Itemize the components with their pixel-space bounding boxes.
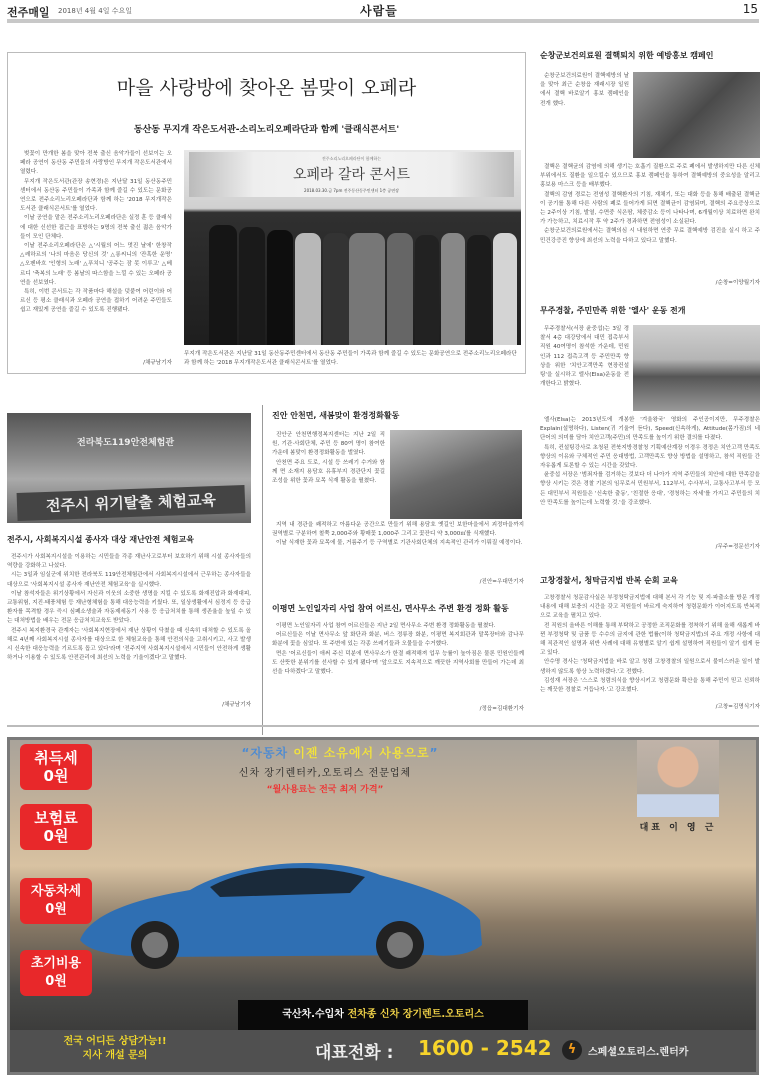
concert-banner — [189, 152, 514, 197]
performer-figure — [441, 233, 465, 345]
publication-date: 2018년 4월 4일 수요일 — [58, 7, 132, 15]
article-body — [540, 594, 760, 695]
article-body — [540, 325, 629, 389]
company-name: 스페셜오토리스.렌터카 — [588, 1047, 689, 1058]
paragraph: 이날 참석자들은 위기상황에서 자신과 이웃의 소중한 생명을 지킬 수 있도록 화재진압과 화재대피, 교통위험, 지진·태풍체험 등 재난형체험을 통해 대응능력을 키웠다. 또, 일상생활에서 심정지 등 응급환자를 목격할 경우 즉시 심폐소생술과 자동제세동기 사용 등 응급처치를 통해 생존율을 높일 수 있는 대처방법을 배우는 전문 응급처치교육도 받았다. — [7, 590, 251, 625]
paragraph: 윤중섭 서장은 '범죄자를 검거하는 것보다 더 나아가 지역 주민들의 치안에 대한 만족감을 향상 시키는 것은 경찰 기본의 임무로서 민원부서, 112부서, 수사부서, 교통사고부서 등 모든 대민부서 직원들은 '신속한 출동', '친절한 응대', '경청하는 자세'를 가지고 주민들의 치안 만족도를 높이는데 노력할 것.'을 강조했다. — [540, 472, 760, 506]
paragraph: 어르신들은 이날 면사무소 앞 화단과 화분, 버스 정류장 화분, 이평면 복지회관과 말목장터와 감나무 화분에 꽃을 심었다. 또 주변에 있는 각종 쓰레기들과 오물들을 수거했다. — [272, 632, 524, 648]
paragraph: 진안군 안천면행정복지센터는 지난 2일 직원, 기관·사회단체, 주민 등 80여 명이 참여한 가운데 봄맞이 환경정화활동을 벌였다. — [272, 432, 385, 457]
photo-caption: 무지개 작은도서관은 지난달 31일 동산동주민센터에서 동산동 주민들이 가족과 함께 즐길 수 있도는 문화공연으로 전주소리노리오페라단과 함께 하는 '2018 무지개작은도서관 클래식콘서트'를 열었다. — [184, 351, 517, 366]
performer-figure — [295, 233, 321, 345]
banner-small-text: 전주소리노리오페라단이 함께하는 — [321, 156, 382, 161]
paragraph: 시는 3일과 임실군에 위치한 전라북도 119안전체험관에서 사회복지시설에서 근무하는 종사자들을 대상으로 '사회복지시설 종사자 재난안전 체험교육'을 실시했다. — [7, 572, 251, 588]
ad-divider — [7, 725, 759, 727]
article-title: 진안 안천면, 새봄맞이 환경정화활동 — [272, 411, 400, 420]
police-seminar-photo — [633, 325, 760, 411]
paragraph: 전 직원의 올바른 이해를 통해 부탁하고 공정한 조직문화를 정착하기 위해 올해 새롭게 바뀐 부정청탁 및 금품 등 수수의 금지에 관한 법률(이하 청탁금지법)의 주요 개정 사항에 대해 직관적인 설명과 위반 사례에 대해 유형별로 알기 쉽게 설명하여 직원들이 알기 쉽게 듣고 있다. — [540, 622, 760, 657]
ad-headline: “자동차 이젠 소유에서 사용으로” — [241, 746, 439, 760]
article-body — [540, 163, 760, 246]
concert-photo — [184, 150, 521, 345]
performer-figure — [209, 225, 237, 345]
article-title: 무주경찰, 주민만족 위한 '엘사' 운동 전개 — [540, 306, 686, 315]
banner-date: 2018.03.30.금 7pm 전주동산동주민센터 1층 공연장 — [304, 188, 399, 193]
paragraph: 전주시 복지환경국 관계자는 '사회복지현장에서 재난 상황이 닥쳤을 때 신속히 대처할 수 있도록 올해로 4년째 사회복지시설 종사자를 대상으로 한 체험교육을 통해 안전의식을 고취시키고, 사고 발생시 신속한 대응능력을 기르도록 돕고 있다'라며 '전주지역 사회복지시설에서 시민들이 안전하게 생활하거나 이용할 수 있도록 안전관리에 최선의 노력을 기울이겠다'고 말했다. — [7, 627, 251, 662]
badge-insurance: 보험료 0원 — [20, 804, 92, 850]
article-body — [272, 622, 524, 677]
paragraph: 면은 '어르신들이 애써 주신 덕분에 면사무소가 한결 쾌적해져 업무 능률이 높아짐은 물론 민원인들께도 산뜻한 분위기를 선사할 수 있게 됐다'며 '앞으로도 지속적으로 깨끗한 지역사회를 만들어 가는데 최선을 다하겠다'고 말했다. — [272, 650, 524, 676]
article-title: 전주시, 사회복지시설 종사자 대상 재난안전 체험교육 — [7, 535, 194, 544]
masthead: 전주매일 — [7, 6, 50, 19]
page-number: 15 — [742, 2, 758, 16]
section-title: 사람들 — [360, 4, 398, 18]
paragraph: 무지개 작은도서관(관장 송현경)은 지난달 31일 동산동주민센터에서 동산동 주민들이 가족과 함께 즐길 수 있도는 문화공연으로 전주소리노리오페라단과 함께 하는 '2018 무지개작은도서관 클래식콘서트'를 열었다. — [20, 178, 172, 213]
safety-training-photo — [7, 413, 251, 523]
paragraph: 지역 내 경관을 쾌적하고 아름다운 공간으로 만들기 위해 용담호 옛길인 보한마을에서 괴정마을까지 권역별로 구분하여 철쭉 2,000주와 황매꽃 1,000주 그리고 꽃잔디 약 3,000㎡를 식재했다. — [272, 522, 524, 538]
photo-sign: 전라북도119안전체험관 — [77, 438, 175, 448]
main-article-body — [20, 150, 172, 316]
paragraph: 엘사(Elsa)는 2013년도에 개봉한 '겨울왕국' 영화의 주인공이지만, 무주경찰은 Explain(설명하다), Listen(귀 기울여 듣다), Speed(신속하게), Attitude(몸가짐)의 네 단어의 의미를 담아 치안고객(주민)의 만족도를 높이기 위한 결의를 다졌다. — [540, 417, 760, 442]
paragraph: 이평면 노인일자리 사업 참여 어르신들은 지난 2일 면사무소 주변 환경 정화활동을 펼쳤다. — [276, 623, 496, 629]
byline: /채규남기자 — [222, 702, 251, 708]
main-article-subtitle: 동산동 무지개 작은도서관-소리노리오페라단과 함께 '클래식콘서트' — [133, 125, 400, 135]
phone-label: 대표전화 : — [315, 1043, 394, 1063]
byline: /순창=이양월기자 — [715, 280, 760, 286]
paragraph: 순창군보건의료원이 결핵예방의 날을 맞아 최근 순창읍 재래시장 일원에서 결핵 바로알기 홍보 캠페인을 전개 했다. — [540, 73, 629, 107]
performer-figure — [387, 233, 413, 345]
phone-number[interactable]: 1600 - 2542 — [418, 1036, 552, 1060]
paragraph: 안천면 주요 도로, 시설 등 쓰레기 수거와 함께 면 소재지 용담호 유휴부지 경관단지 꽃길 조성을 위한 꽃과 묘목 식재 활동을 펼쳤다. — [272, 459, 385, 485]
article-body — [7, 553, 251, 663]
paragraph: 이날 식재한 꽃과 묘목에 물, 거름주기 등 구역별로 기관사회단체의 지속적인 관리가 이뤄질 예정이다. — [276, 540, 523, 547]
banner-title: 오페라 갈라 콘서트 — [292, 167, 411, 183]
campaign-photo — [633, 72, 760, 158]
performer-figure — [415, 235, 439, 345]
ceo-portrait — [637, 740, 719, 817]
performer-figure — [239, 227, 265, 345]
paragraph: 고창경찰서 청문감사실은 부정청탁금지법에 대해 본서 각 기능 및 지·파출소를 방문 개정 내용에 대해 보충의 시간을 갖고 직원들이 바르게 숙지하여 청렴문화가 이어지도록 반복적으로 교육을 펼치고 있다. — [540, 595, 760, 620]
performer-figure — [493, 233, 517, 345]
article-title: 순창군보건의료원 결핵퇴치 위한 예방홍보 캠페인 — [540, 51, 714, 60]
article-body — [272, 431, 385, 486]
article-title: 고창경찰서, 청탁금지법 반복 순회 교육 — [540, 576, 678, 585]
byline: /채규남기자 — [143, 360, 172, 366]
byline: /정읍=김대환기자 — [479, 706, 524, 712]
byline: /진안=우대만기자 — [479, 579, 524, 585]
performer-figure — [349, 233, 385, 345]
paragraph: 특히, 이번 콘서트는 각 작품마다 해설을 덧붙여 어린이와 어르신 등 평소 클래식과 오페라 공연을 접하기 어려운 주민들도 쉽고 재밌게 공연을 즐길 수 있도록 진행됐다. — [20, 289, 172, 314]
paragraph: 벚꽃이 만개한 봄을 맞아 전북 출신 음악가들이 선보이는 오페라 공연이 동산동 주민들의 사랑방인 무지개 작은도서관에서 열렸다. — [20, 151, 172, 176]
paragraph: 이날 전주소리오페라단은 △'시월의 어느 멋진 날에' 한창작 △레하르의 '나의 마음은 당신의 것' △롱씨니의 '잔혹한 운명' △오펜바흐 '인형의 노래' △푸치니 '공주는 잠 못 이루고' △베르디 '축복의 노래' 등 봄날의 따스함을 느낄 수 있는 오페라 공연을 선보였다. — [20, 243, 172, 286]
paragraph: 안수명 경사는 '청탁금지법을 바로 알고 청렴 고창경찰의 일원으로서 불미스러운 일이 발생하지 않도록 항상 노력하겠다.'고 전했다. — [540, 659, 760, 675]
article-title: 이평면 노인일자리 사업 참여 어르신, 면사무소 주변 환경 정화 활동 — [272, 604, 509, 613]
badge-acquisition-tax: 취득세 0원 — [20, 744, 92, 790]
ceo-name: 대표 이 영 근 — [639, 823, 717, 833]
byline: /무주=정문선기자 — [715, 544, 760, 550]
byline: /고창=김명식기자 — [715, 704, 760, 710]
car-rental-advertisement[interactable] — [7, 737, 759, 1075]
paragraph: 결핵은 결핵균의 감염에 의해 생기는 호흡기 질환으로 주로 폐에서 발생하지만 다른 신체부위에서도 질환을 일으킬수 있으므로 홍보 캠페인을 통하여 결핵예방의 중요성을 알리고 홍보용 마스크 등을 배부했다. — [540, 164, 760, 189]
paragraph: 무주경찰서(서장 윤중섭)는 3일 경찰서 4층 대강당에서 대민 접촉부서 직원 40여명이 참석한 가운데, 민원인과 112 접촉고객 등 주민만족 향상을 위한 '치안고객만족 현장컨설팅'을 실시하고 엘사(Elsa)운동을 전개한다고 밝혔다. — [540, 326, 629, 388]
performer-figure — [467, 235, 491, 345]
branch-inquiry: 전국 어디든 상담가능!! 지사 개설 문의 — [63, 1036, 167, 1061]
ad-contact-bar — [10, 1030, 756, 1075]
sports-car-illustration — [70, 845, 490, 975]
paragraph: 김성재 서장은 '스스로 청렴의식을 향상시키고 청렴문화 확산을 통해 주민이 믿고 신뢰하는 깨끗한 경찰로 거듭나자.'고 강조했다. — [540, 677, 760, 694]
planting-photo — [390, 430, 522, 519]
ad-tagline: 국산차.수입차 전차종 신차 장기렌트.오토리스 — [238, 1000, 528, 1030]
performer-figure — [323, 233, 349, 345]
performer-figure — [267, 230, 293, 345]
paragraph: 순창군보건의료원에서는 결핵의심 시 내원하면 연중 무료 결핵예방 검진을 실시 하고 주민건강증진 향상에 최선의 노력을 다하고 있다고 말했다. — [540, 228, 760, 244]
paragraph: 특히, 컨설팅강사로 초청된 전북지방경찰청 기획예산계장 이경우 경정은 치안고객 만족도 향상의 이유와 구체적인 주민 응대방법, 고객만족도 향상 방법을 설명하고, 참석 직원들 간 자유롭게 토론할 수 있는 시간을 갖았다. — [540, 444, 760, 470]
column-divider — [262, 405, 263, 735]
paragraph: 이날 공연을 맡은 전주소리노리오페라단은 실정 훈 등 클래식에 대한 신선한 접근을 표방하는 9명의 전북 출신 젊은 음악가들이 모인 단체다. — [20, 215, 172, 240]
ad-price-slogan: “월사용료는 전국 최저 가격” — [266, 785, 384, 795]
article-body — [540, 72, 629, 109]
header-rule — [7, 19, 759, 23]
badge-car-tax: 자동차세 0원 — [20, 878, 92, 924]
main-article-title: 마을 사랑방에 찾아온 봄맞이 오페라 — [116, 77, 417, 99]
ad-subtitle: 신차 장기렌터카,오토리스 전문업체 — [238, 768, 412, 779]
badge-initial-cost: 초기비용 0원 — [20, 950, 92, 996]
article-body — [540, 416, 760, 508]
paragraph: 결핵의 감염 경로는 전염성 결핵환자의 기침, 재채기, 또는 대화 등을 통해 배출된 결핵균이 공기를 통해 다른 사람의 폐로 들어가게 되면 결핵균이 감염되며, 결핵의 주요증상으로는 2주이상 기침, 발열, 수면중 식은땀, 체중감소 등이 나타나며, 6개월이상 치료하면 완치가 가능하고, 치료시작 후 약 2주가 경과하면 전염성이 소실된다. — [540, 191, 760, 226]
photo-banner: 전주시 위기탈출 체험교육 — [17, 485, 246, 521]
paragraph: 전주시가 사회복지시설을 이용하는 시민들을 각종 재난사고로부터 보호하기 위해 시설 종사자들의 역량을 강화하고 나섰다. — [7, 554, 251, 570]
article-body — [272, 521, 524, 549]
lightning-logo-icon: ϟ — [562, 1040, 582, 1060]
